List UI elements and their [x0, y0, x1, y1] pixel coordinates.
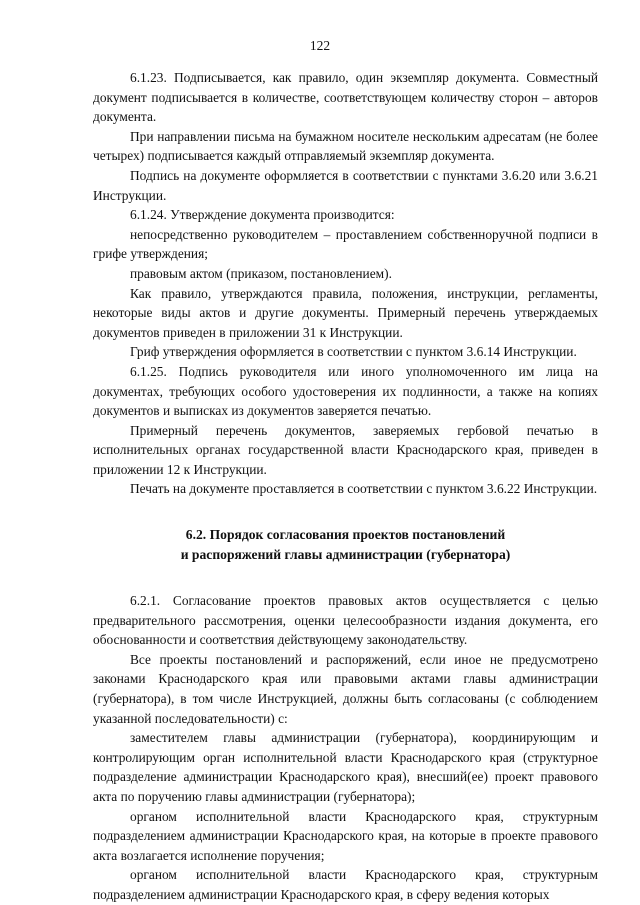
paragraph-signature-format: Подпись на документе оформляется в соответствии с пунктами 3.6.20 или 3.6.21 Инструкции. [93, 167, 598, 203]
paragraph-all-drafts-approval: Все проекты постановлений и распоряжений, если иное не предусмотрено законами Краснодарского края или правовыми актами главы администрации (губернатора), в том числе Инструкцией, должны быть согласованы (с соблюдением указанной последовательности) с: [93, 651, 598, 726]
paragraph-6-1-24: 6.1.24. Утверждение документа производится: [130, 207, 395, 223]
paragraph-6-1-23: 6.1.23. Подписывается, как правило, один экземпляр документа. Совместный документ подписывается в количестве, соответствующем количеству сторон – авторов документа. [93, 70, 598, 125]
paragraph-deputy-head: заместителем главы администрации (губернатора), координирующим и контролирующим орган исполнительной власти Краснодарского края (структурное подразделение администрации Краснодарского края), внесший(ее) проект правового акта по поручению главы администрации (губернатора); [93, 730, 598, 804]
paragraph-seal-placement: Печать на документе проставляется в соответствии с пунктом 3.6.22 Инструкции. [130, 481, 598, 497]
paragraph-multiple-recipients: При направлении письма на бумажном носителе нескольким адресатам (не более четырех) подписывается каждый отправляемый экземпляр документа. [93, 128, 598, 164]
paragraph-6-2-1: 6.2.1. Согласование проектов правовых актов осуществляется с целью предварительного рассмотрения, оценки целесообразности издания документа, его обоснованности и соответствия действующему законодательству. [93, 593, 598, 648]
paragraph-approved-documents: Как правило, утверждаются правила, положения, инструкции, регламенты, некоторые виды актов и другие документы. Примерный перечень утверждаемых документов приведен в приложении 31 к Инструкции. [93, 285, 598, 340]
paragraph-6-1-25: 6.1.25. Подпись руководителя или иного уполномоченного им лица на документах, требующих особого удостоверения их подлинности, а также на копиях документов и выписках из документов заверяется печатью. [93, 363, 598, 419]
paragraph-approval-by-act: правовым актом (приказом, постановлением). [130, 265, 392, 281]
spacer [93, 565, 598, 591]
document-body [93, 68, 598, 905]
spacer [93, 499, 598, 525]
paragraph-approval-stamp: Гриф утверждения оформляется в соответствии с пунктом 3.6.14 Инструкции. [130, 344, 577, 360]
paragraph-executive-body-jurisdiction: органом исполнительной власти Краснодарского края, структурным подразделением администрации Краснодарского края, в сферу ведения которых [93, 867, 598, 902]
page-number: 122 [309, 38, 331, 53]
paragraph-approval-by-head: непосредственно руководителем – проставлением собственноручной подписи в грифе утверждения; [93, 226, 598, 262]
paragraph-seal-documents-list: Примерный перечень документов, заверяемых гербовой печатью в исполнительных органах государственной власти Краснодарского края, приведен в приложении 12 к Инструкции. [93, 422, 598, 477]
section-heading-line-1: 6.2. Порядок согласования проектов постановлений [185, 527, 506, 543]
section-heading-line-2: и распоряжений главы администрации (губернатора) [180, 547, 511, 563]
paragraph-executive-body-executor: органом исполнительной власти Краснодарского края, структурным подразделением администрации Краснодарского края, на которые в проекте правового акта возлагается исполнение поручения; [93, 808, 598, 863]
